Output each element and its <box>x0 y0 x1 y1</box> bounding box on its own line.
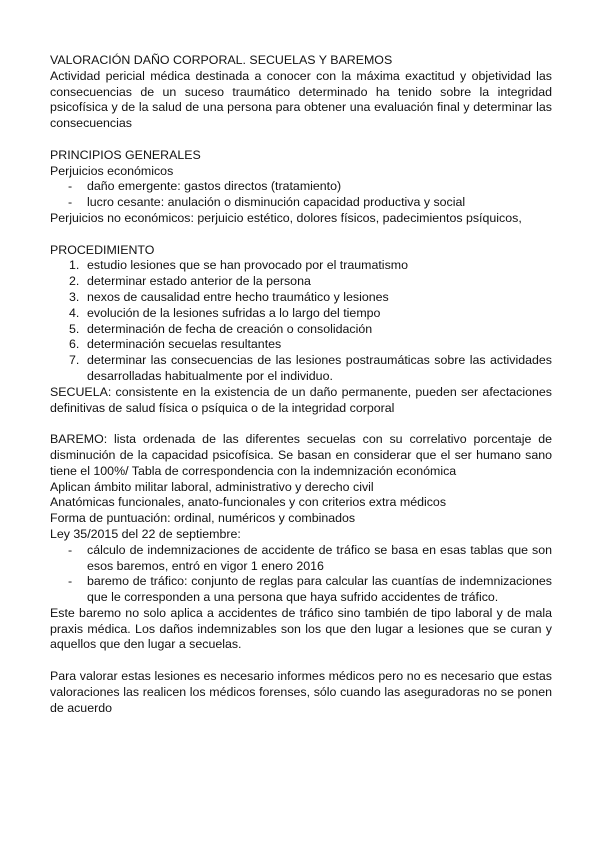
list-item: 3. nexos de causalidad entre hecho traumático y lesiones <box>69 289 389 304</box>
list-item: 4. evolución de la lesiones sufridas a lo largo del tiempo <box>69 305 381 320</box>
list-item: 2. determinar estado anterior de la persona <box>69 274 311 289</box>
list-item-text: determinar estado anterior de la persona <box>87 274 311 289</box>
list-item: - daño emergente: gastos directos (tratamiento) <box>68 179 342 194</box>
intro-paragraph: Actividad pericial médica destinada a conocer con la máxima exactitud y objetividad las consecuencias de un suceso traumático determinado ha tenido sobre la integridad psicofísica y de la salud de una persona para obtener una evaluación final y determinar las consecuencias <box>50 68 552 131</box>
document-page <box>50 53 552 716</box>
list-item-text: determinar las consecuencias de las lesiones postraumáticas sobre las actividades desarrolladas habitualmente por el individuo. <box>87 353 552 383</box>
list-item-text: estudio lesiones que se han provocado por el traumatismo <box>87 258 408 273</box>
economicos-label: Perjuicios económicos <box>50 163 174 178</box>
spacer <box>50 227 552 243</box>
secuela-paragraph: SECUELA: consistente en la existencia de un daño permanente, pueden ser afectaciones definitivas de salud física o psíquica o de la integridad corporal <box>50 384 552 415</box>
list-item-text: evolución de la lesiones sufridas a lo largo del tiempo <box>87 305 381 320</box>
spacer <box>50 653 552 669</box>
economicos-list <box>50 179 552 211</box>
list-item: - cálculo de indemnizaciones de accidente de tráfico se basa en esas tablas que son esos baremos, entró en vigor 1 enero 2016 <box>68 542 552 573</box>
baremo-anatomicas: Anatómicas funcionales, anato-funcionales y con criterios extra médicos <box>50 495 447 510</box>
principios-heading: PRINCIPIOS GENERALES <box>50 147 201 162</box>
list-item-text: determinación de fecha de creación o consolidación <box>87 321 373 336</box>
list-item: 1. estudio lesiones que se han provocado por el traumatismo <box>69 258 408 273</box>
list-item: 5. determinación de fecha de creación o consolidación <box>69 321 373 336</box>
list-item-text: nexos de causalidad entre hecho traumático y lesiones <box>87 289 389 304</box>
ley-list <box>50 543 552 606</box>
conclusion-paragraph: Para valorar estas lesiones es necesario informes médicos pero no es necesario que estas valoraciones las realicen los médicos forenses, sólo cuando las aseguradoras no se ponen de acuerdo <box>50 669 552 715</box>
baremo-puntuacion: Forma de puntuación: ordinal, numéricos y combinados <box>50 511 356 526</box>
procedimiento-heading: PROCEDIMIENTO <box>50 242 155 257</box>
procedimiento-list <box>50 258 552 384</box>
baremo-nota: Este baremo no solo aplica a accidentes de tráfico sino también de tipo laboral y de mala praxis médica. Los daños indemnizables son los que den lugar a lesiones que se curan y aquellos que den lugar a secuelas. <box>50 605 552 652</box>
ley-label: Ley 35/2015 del 22 de septiembre: <box>50 526 241 541</box>
list-item: 7. determinar las consecuencias de las lesiones postraumáticas sobre las actividades desarrolladas habitualmente por el individuo. <box>69 353 552 383</box>
list-item-text: cálculo de indemnizaciones de accidente de tráfico se basa en esas tablas que son esos baremos, entró en vigor 1 enero 2016 <box>87 542 552 573</box>
list-item-text: daño emergente: gastos directos (tratamiento) <box>87 179 342 194</box>
document-title: VALORACIÓN DAÑO CORPORAL. SECUELAS Y BAREMOS <box>50 53 393 67</box>
baremo-ambito: Aplican ámbito militar laboral, administrativo y derecho civil <box>50 479 374 494</box>
list-item: 6. determinación secuelas resultantes <box>69 337 282 352</box>
spacer <box>50 132 552 148</box>
list-item-text: lucro cesante: anulación o disminución capacidad productiva y social <box>87 195 466 210</box>
baremo-definition: BAREMO: lista ordenada de las diferentes secuelas con su correlativo porcentaje de disminución de la capacidad psicofísica. Se basan en considerar que el ser humano sano tiene el 100%/ Tabla de correspondencia con la indemnización económica <box>50 432 552 478</box>
list-item-text: determinación secuelas resultantes <box>87 337 282 352</box>
spacer <box>50 416 552 432</box>
list-item: - baremo de tráfico: conjunto de reglas para calcular las cuantías de indemnizaciones que le corresponden a una persona que haya sufrido accidentes de tráfico. <box>68 574 552 605</box>
list-item-text: baremo de tráfico: conjunto de reglas para calcular las cuantías de indemnizaciones que le corresponden a una persona que haya sufrido accidentes de tráfico. <box>87 574 552 605</box>
list-item: - lucro cesante: anulación o disminución capacidad productiva y social <box>68 195 466 210</box>
no-economicos-paragraph: Perjuicios no económicos: perjuicio estético, dolores físicos, padecimientos psíquicos, <box>50 210 522 225</box>
